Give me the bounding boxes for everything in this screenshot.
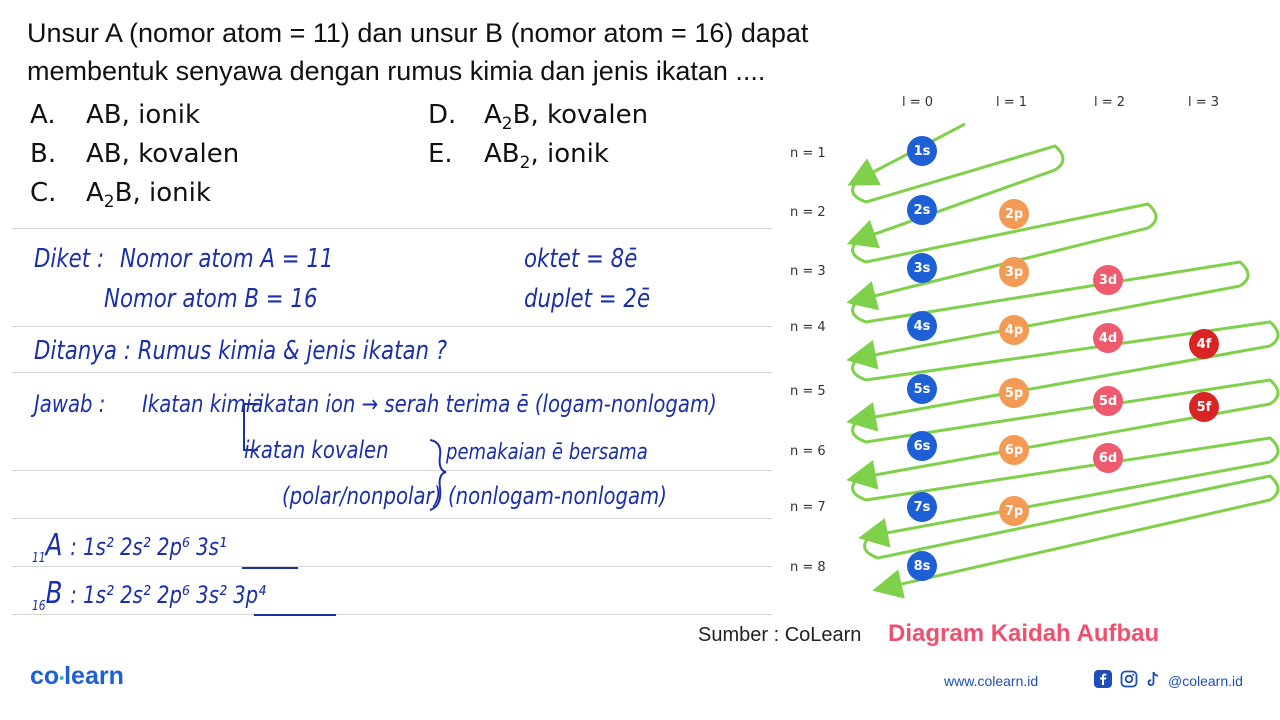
- n-label: n = 7: [790, 500, 826, 515]
- underline-3s1: [242, 567, 298, 569]
- orbital-5d: 5d: [1093, 386, 1123, 416]
- underline-valence: [254, 614, 336, 616]
- diagram-title: Diagram Kaidah Aufbau: [888, 620, 1160, 647]
- diket-b: Nomor atom B = 16: [104, 284, 318, 314]
- instagram-icon[interactable]: [1120, 670, 1138, 688]
- l-label: l = 1: [996, 95, 1028, 110]
- orbital-6d: 6d: [1093, 443, 1123, 473]
- facebook-icon[interactable]: [1094, 670, 1112, 688]
- l-label: l = 3: [1188, 95, 1220, 110]
- ikatan-kimia-note: Ikatan kimia: [142, 390, 264, 418]
- n-label: n = 5: [790, 384, 826, 399]
- n-label: n = 4: [790, 320, 826, 335]
- option-letter: D.: [428, 100, 457, 130]
- tiktok-icon[interactable]: [1144, 670, 1162, 688]
- option-c[interactable]: C. $A_2B$, ionik: [30, 178, 211, 213]
- n-label: n = 8: [790, 560, 826, 575]
- orbital-7p: 7p: [999, 496, 1029, 526]
- orbital-6p: 6p: [999, 435, 1029, 465]
- orbital-1s: 1s: [907, 136, 937, 166]
- diket-label: Diket :: [34, 244, 105, 274]
- orbital-4d: 4d: [1093, 323, 1123, 353]
- diket-a: Nomor atom A = 11: [120, 244, 334, 274]
- ruled-line: [12, 518, 772, 519]
- option-b[interactable]: B. AB, kovalen: [30, 139, 240, 169]
- polar-note: (polar/nonpolar): [282, 482, 442, 510]
- l-label: l = 0: [902, 95, 934, 110]
- orbital-5p: 5p: [999, 378, 1029, 408]
- l-label: l = 2: [1094, 95, 1126, 110]
- ikatan-ion-note: ikatan ion → serah terima ē (logam-nonlogam): [258, 390, 717, 418]
- n-label: n = 1: [790, 146, 826, 161]
- orbital-4f: 4f: [1189, 329, 1219, 359]
- website-link[interactable]: www.colearn.id: [944, 673, 1039, 689]
- social-handle[interactable]: @colearn.id: [1168, 673, 1243, 689]
- duplet-note: duplet = 2ē: [524, 284, 651, 314]
- filling-loop: [853, 146, 1063, 202]
- orbital-5s: 5s: [907, 374, 937, 404]
- orbital-3p: 3p: [999, 257, 1029, 287]
- ruled-line: [12, 326, 772, 327]
- orbital-6s: 6s: [907, 431, 937, 461]
- config-a-row: $_{11}$A : 1s² 2s² 2p⁶ 3s¹: [32, 528, 227, 566]
- ikatan-kovalen-note: ikatan kovalen: [244, 436, 389, 464]
- question-text: Unsur A (nomor atom = 11) dan unsur B (nomor atom = 16) dapat membentuk senyawa dengan rumus kimia dan jenis ikatan ....: [27, 18, 809, 86]
- orbital-3s: 3s: [907, 253, 937, 283]
- brace-icon: [426, 436, 452, 516]
- ruled-line: [12, 566, 772, 567]
- orbital-2p: 2p: [999, 199, 1029, 229]
- orbital-5f: 5f: [1189, 392, 1219, 422]
- ditanya-note: Ditanya : Rumus kimia & jenis ikatan ?: [34, 336, 448, 366]
- orbital-8s: 8s: [907, 551, 937, 581]
- option-a[interactable]: A. AB, ionik: [30, 100, 201, 130]
- option-e[interactable]: E. $AB_2$, ionik: [428, 139, 609, 174]
- n-label: n = 3: [790, 264, 826, 279]
- source-text: Sumber : CoLearn: [698, 624, 862, 646]
- ruled-line: [12, 614, 772, 615]
- option-letter: E.: [428, 139, 453, 169]
- config-b-row: $_{16}$B : 1s² 2s² 2p⁶ 3s² 3p⁴: [32, 576, 266, 614]
- option-letter: B.: [30, 139, 57, 169]
- option-letter: A.: [30, 100, 56, 130]
- branch-arrow-icon: [230, 400, 270, 460]
- orbital-2s: 2s: [907, 195, 937, 225]
- orbital-3d: 3d: [1093, 265, 1123, 295]
- n-label: n = 2: [790, 205, 826, 220]
- n-label: n = 6: [790, 444, 826, 459]
- pemakaian-note: pemakaian ē bersama: [446, 440, 648, 465]
- colearn-logo[interactable]: co•learn: [30, 662, 124, 690]
- nonlogam-note: (nonlogam-nonlogam): [448, 482, 667, 510]
- ruled-line: [12, 470, 772, 471]
- ruled-line: [12, 372, 772, 373]
- orbital-4s: 4s: [907, 311, 937, 341]
- jawab-label: Jawab :: [34, 390, 106, 418]
- option-letter: C.: [30, 178, 57, 208]
- orbital-4p: 4p: [999, 315, 1029, 345]
- orbital-7s: 7s: [907, 492, 937, 522]
- ruled-line: [12, 228, 772, 229]
- option-d[interactable]: D. $A_2B$, kovalen: [428, 100, 649, 135]
- oktet-note: oktet = 8ē: [524, 244, 638, 274]
